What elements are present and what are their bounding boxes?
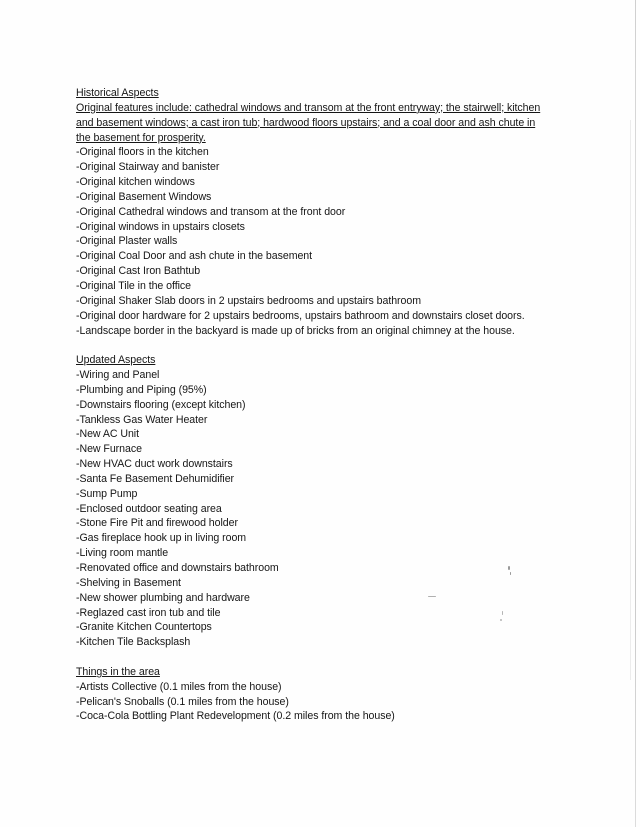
historical-items-list bbox=[76, 145, 556, 338]
area-item: -Artists Collective (0.1 miles from the house) bbox=[76, 680, 282, 693]
updated-item: -Living room mantle bbox=[76, 547, 169, 560]
updated-item: -Renovated office and downstairs bathroom bbox=[76, 562, 279, 574]
historical-item: -Original Stairway and banister bbox=[76, 161, 220, 174]
updated-item: -Downstairs flooring (except kitchen) bbox=[76, 398, 246, 411]
historical-item: -Original Basement Windows bbox=[76, 190, 212, 203]
updated-item: -Granite Kitchen Countertops bbox=[76, 621, 212, 634]
historical-item: -Original Cast Iron Bathtub bbox=[76, 265, 201, 278]
historical-item: -Original Plaster walls bbox=[76, 235, 178, 248]
updated-items-list bbox=[76, 368, 556, 650]
things-in-area-heading: Things in the area bbox=[76, 665, 160, 678]
historical-item: -Original Cathedral windows and transom at the front door bbox=[76, 205, 346, 218]
updated-item: -New HVAC duct work downstairs bbox=[76, 458, 233, 471]
scan-edge-shadow bbox=[630, 120, 631, 680]
area-item: -Pelican's Snoballs (0.1 miles from the house) bbox=[76, 695, 289, 708]
area-item: -Coca-Cola Bottling Plant Redevelopment (0.2 miles from the house) bbox=[76, 710, 395, 723]
historical-aspects-heading: Historical Aspects bbox=[76, 87, 159, 99]
historical-item: -Original Shaker Slab doors in 2 upstairs bedrooms and upstairs bathroom bbox=[76, 294, 421, 307]
historical-item: -Original windows in upstairs closets bbox=[76, 220, 245, 233]
scan-edge-line bbox=[635, 0, 636, 827]
updated-item: -New shower plumbing and hardware bbox=[76, 591, 250, 604]
area-items-list bbox=[76, 680, 556, 725]
updated-item: -Tankless Gas Water Heater bbox=[76, 413, 208, 426]
historical-item: -Original floors in the kitchen bbox=[76, 146, 209, 159]
historical-item: -Original Tile in the office bbox=[76, 279, 191, 292]
updated-item: -Shelving in Basement bbox=[76, 576, 181, 589]
historical-intro-paragraph: Original features include: cathedral windows and transom at the front entryway; the stairwell; kitchen and basement windows; a cast iron tub; hardwood floors upstairs; and a coal door and ash chute in the basement for prosperity. bbox=[76, 101, 541, 144]
document-body bbox=[76, 86, 556, 724]
updated-item: -New AC Unit bbox=[76, 428, 139, 441]
updated-item: -Gas fireplace hook up in living room bbox=[76, 532, 247, 545]
updated-item: -Sump Pump bbox=[76, 487, 138, 500]
historical-item: -Original kitchen windows bbox=[76, 176, 195, 189]
historical-item: -Original door hardware for 2 upstairs bedrooms, upstairs bathroom and downstairs closet doors. bbox=[76, 309, 525, 322]
updated-item: -Santa Fe Basement Dehumidifier bbox=[76, 472, 235, 485]
updated-item: -Kitchen Tile Backsplash bbox=[76, 636, 191, 649]
updated-item: -Reglazed cast iron tub and tile bbox=[76, 606, 221, 619]
updated-item: -Stone Fire Pit and firewood holder bbox=[76, 517, 238, 530]
updated-aspects-heading: Updated Aspects bbox=[76, 354, 156, 367]
updated-item: -Plumbing and Piping (95%) bbox=[76, 383, 207, 396]
historical-item: -Original Coal Door and ash chute in the basement bbox=[76, 250, 313, 263]
historical-item: -Landscape border in the backyard is made up of bricks from an original chimney at the house. bbox=[76, 324, 515, 337]
updated-item: -New Furnace bbox=[76, 443, 142, 456]
updated-item: -Enclosed outdoor seating area bbox=[76, 502, 222, 515]
updated-item: -Wiring and Panel bbox=[76, 369, 160, 382]
